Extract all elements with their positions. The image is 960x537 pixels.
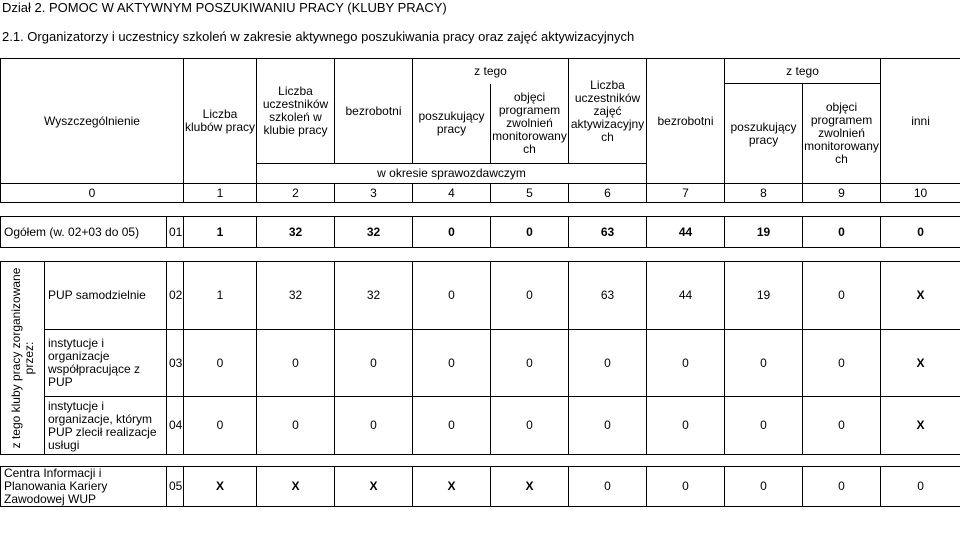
cell-value: 0: [335, 330, 413, 397]
row-label: PUP samodzielnie: [45, 262, 167, 330]
cell-value: 0: [491, 262, 569, 330]
cell-value: 0: [569, 397, 647, 455]
side-label-cell: [1, 262, 45, 455]
cell-value: 0: [803, 467, 881, 507]
cell-value: 63: [569, 217, 647, 248]
header-inni: inni: [881, 59, 960, 184]
header-objeci-2: objęci programem zwolnień monitorowany ch: [803, 84, 881, 184]
header-z-tego-2: z tego: [725, 59, 881, 84]
cell-value: 0: [881, 467, 960, 507]
cell-value: 0: [413, 330, 491, 397]
cell-value: 44: [647, 217, 725, 248]
cell-value: 19: [725, 217, 803, 248]
cell-value: 0: [335, 397, 413, 455]
header-poszukujacy-2: poszukujący pracy: [725, 84, 803, 184]
row-label: instytucje i organizacje współpracujące z PUP: [45, 330, 167, 397]
header-poszukujacy-1: poszukujący pracy: [413, 84, 491, 164]
cell-value: 0: [803, 262, 881, 330]
cell-value: 0: [725, 397, 803, 455]
cell-value: 0: [647, 330, 725, 397]
header-objeci-1: objęci programem zwolnień monitorowany ch: [491, 84, 569, 164]
column-number: 2: [257, 184, 335, 203]
row-code: 05: [167, 467, 184, 507]
header-bezrobotni-1: bezrobotni: [335, 59, 413, 164]
header-wyszczegolnienie: Wyszczególnienie: [1, 59, 184, 184]
column-number: 3: [335, 184, 413, 203]
table-row: [1, 397, 960, 455]
cell-value: 0: [803, 217, 881, 248]
row-code: 01: [167, 217, 184, 248]
cell-value: X: [335, 467, 413, 507]
cell-value: 0: [569, 467, 647, 507]
column-number: 6: [569, 184, 647, 203]
row-code: 03: [167, 330, 184, 397]
subsection-title: 2.1. Organizatorzy i uczestnicy szkoleń w zakresie aktywnego poszukiwania pracy oraz zajęć aktywizacyjnych: [2, 29, 635, 44]
cell-value: 0: [184, 330, 257, 397]
column-number: 4: [413, 184, 491, 203]
cell-value: 0: [725, 330, 803, 397]
cell-value: 63: [569, 262, 647, 330]
header-liczba-klubow: Liczba klubów pracy: [184, 59, 257, 184]
cell-value: 32: [257, 262, 335, 330]
cell-value: 1: [184, 262, 257, 330]
cell-value: 0: [881, 217, 960, 248]
cell-value: 0: [257, 397, 335, 455]
cell-value: X: [257, 467, 335, 507]
cell-value: 0: [569, 330, 647, 397]
row-label: Ogółem (w. 02+03 do 05): [1, 217, 167, 248]
header-z-tego-1: z tego: [413, 59, 569, 84]
column-number: 7: [647, 184, 725, 203]
cell-value: X: [491, 467, 569, 507]
header-liczba-uczestnikow-zajec: Liczba uczestników zajęć aktywizacyjny ch: [569, 59, 647, 164]
cell-value: 32: [335, 217, 413, 248]
cell-value: 0: [803, 330, 881, 397]
table-row: [1, 262, 960, 330]
cell-value: 0: [413, 397, 491, 455]
column-number: 1: [184, 184, 257, 203]
column-numbers-row: [1, 184, 960, 203]
cell-value: 19: [725, 262, 803, 330]
header-bezrobotni-2: bezrobotni: [647, 59, 725, 184]
cell-value: X: [881, 262, 960, 330]
cell-value: X: [413, 467, 491, 507]
report-table: [0, 58, 960, 507]
cell-value: 0: [647, 467, 725, 507]
table-row: [1, 217, 960, 248]
cell-value: 32: [257, 217, 335, 248]
table-row: [1, 330, 960, 397]
header-okres-sprawozdawczy: w okresie sprawozdawczym: [257, 164, 647, 184]
cell-value: 0: [413, 262, 491, 330]
table-row: [1, 467, 960, 507]
cell-value: 0: [491, 330, 569, 397]
row-code: 04: [167, 397, 184, 455]
cell-value: 0: [257, 330, 335, 397]
row-label: Centra Informacji i Planowania Kariery Zawodowej WUP: [1, 467, 167, 507]
cell-value: 1: [184, 217, 257, 248]
column-number: 5: [491, 184, 569, 203]
cell-value: 0: [491, 397, 569, 455]
column-number: 8: [725, 184, 803, 203]
cell-value: X: [881, 330, 960, 397]
side-label: z tego kluby pracy zorganizowane przez:: [8, 267, 36, 449]
column-number: 10: [881, 184, 960, 203]
row-label: instytucje i organizacje, którym PUP zlecił realizacje usługi: [45, 397, 167, 455]
cell-value: 0: [413, 217, 491, 248]
header-liczba-uczestnikow-szkolen: Liczba uczestników szkoleń w klubie pracy: [257, 59, 335, 164]
cell-value: 0: [803, 397, 881, 455]
cell-value: 0: [184, 397, 257, 455]
cell-value: 0: [491, 217, 569, 248]
cell-value: X: [881, 397, 960, 455]
cell-value: 0: [725, 467, 803, 507]
cell-value: 32: [335, 262, 413, 330]
section-title: Dział 2. POMOC W AKTYWNYM POSZUKIWANIU PRACY (KLUBY PRACY): [2, 0, 447, 15]
row-code: 02: [167, 262, 184, 330]
column-number: 9: [803, 184, 881, 203]
cell-value: X: [184, 467, 257, 507]
cell-value: 0: [647, 397, 725, 455]
cell-value: 44: [647, 262, 725, 330]
column-number: 0: [1, 184, 184, 203]
